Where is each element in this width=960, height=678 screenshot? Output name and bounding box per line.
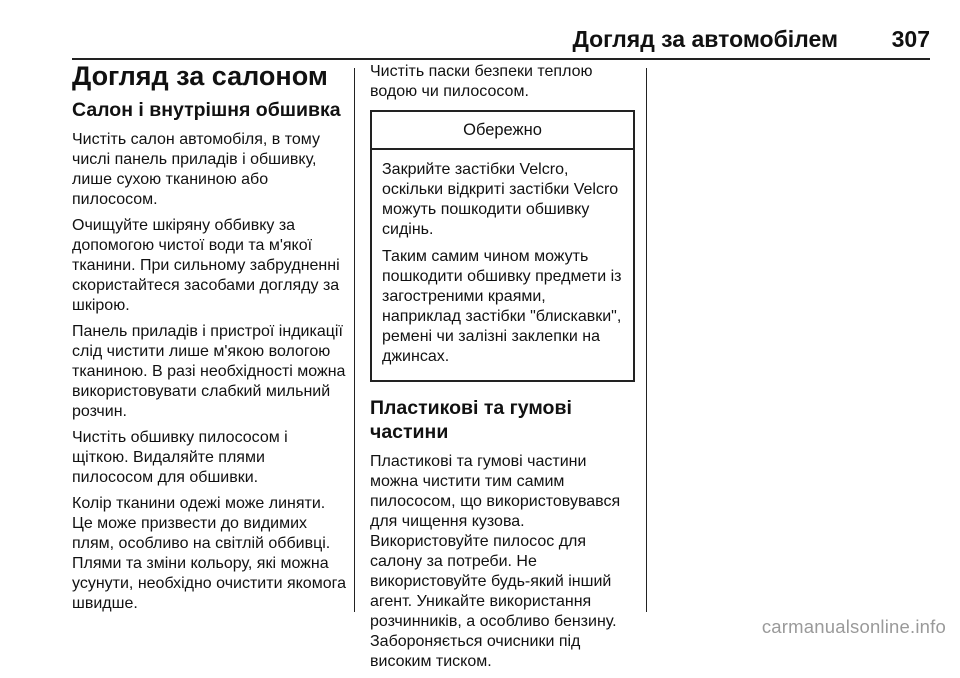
paragraph: Панель приладів і пристрої індикації слід чистити лише м'якою вологою тканиною. В разі необхідності можна використовувати слабкий мильний розчин.	[72, 323, 346, 420]
chapter-title: Догляд за автомобілем	[572, 26, 838, 52]
column-divider-left	[354, 68, 355, 612]
paragraph: Чистіть салон автомобіля, в тому числі панель приладів і обшивку, лише сухою тканиною або пилососом.	[72, 131, 320, 208]
subsection-heading: Салон і внутрішня обшивка	[72, 99, 341, 121]
page-header	[72, 22, 930, 60]
page-number: 307	[891, 26, 930, 52]
paragraph: Очищуйте шкіряну оббивку за допомогою чистої води та м'якої тканини. При сильному забрудненні скористайтеся засобами догляду за шкірою.	[72, 217, 340, 314]
right-column	[370, 62, 635, 678]
column-divider-right	[646, 68, 647, 612]
paragraph: Пластикові та гумові частини можна чистити тим самим пилососом, що використовувався для чищення кузова. Використовуйте пилосос для салону за потреби. Не використовуйте будь-який інший агент. Уникайте використання розчинників, а особливо бензину. Забороняється очисники під високим тиском.	[370, 453, 621, 670]
caution-body	[372, 150, 633, 380]
paragraph: Колір тканини одежі може линяти. Це може призвести до видимих плям, особливо на світлій оббивці. Плями та зміни кольору, які можна усунути, необхідно очистити якомога швидше.	[72, 495, 346, 612]
left-column	[72, 60, 347, 620]
caution-paragraph: Закрийте застібки Velcro, оскільки відкриті застібки Velcro можуть пошкодити обшивку сидінь.	[382, 161, 619, 238]
caution-paragraph: Таким самим чином можуть пошкодити обшивку предмети із загостреними краями, наприклад застібки "блискавки", ремені чи залізні заклепки на джинсах.	[382, 248, 622, 365]
subsection-heading-plastics: Пластикові та гумові частини	[370, 397, 572, 443]
caution-box	[370, 110, 635, 382]
paragraph: Чистіть обшивку пилососом і щіткою. Видаляйте плями пилососом для обшивки.	[72, 429, 288, 486]
watermark: carmanualsonline.info	[761, 616, 946, 637]
section-heading: Догляд за салоном	[72, 61, 328, 91]
intro-paragraph: Чистіть паски безпеки теплою водою чи пилососом.	[370, 63, 593, 100]
caution-title: Обережно	[372, 112, 633, 150]
